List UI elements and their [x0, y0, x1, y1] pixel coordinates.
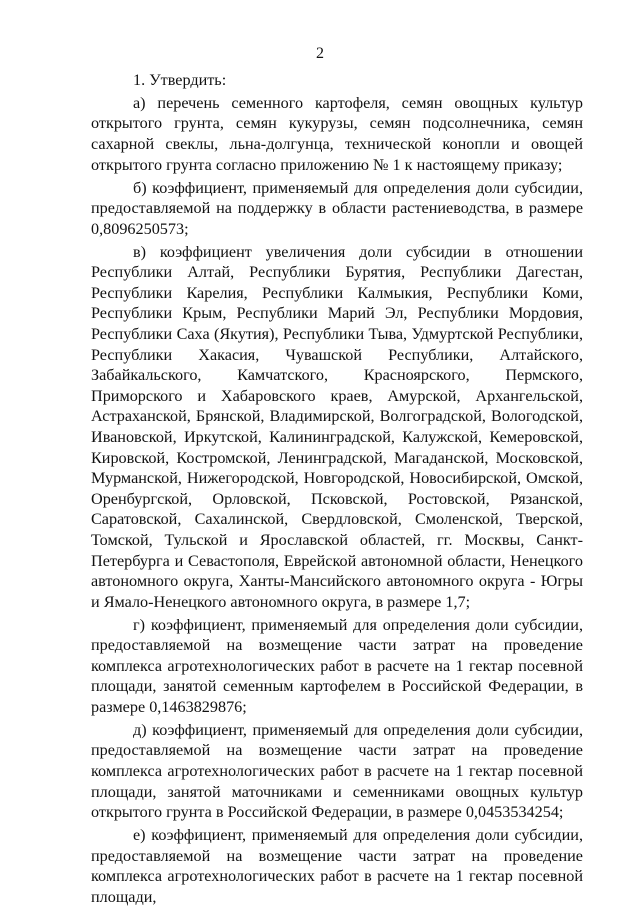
paragraph-item-d: д) коэффициент, применяемый для определения доли субсидии, предоставляемой на возмещение части затрат на проведение комплекса агротехнологических работ в расчете на 1 гектар посевной площади, занятой маточниками и семенниками овощных культур открытого грунта в Российской Федерации, в размере 0,0453534254; — [91, 720, 583, 822]
document-body — [91, 70, 583, 908]
paragraph-item-g: г) коэффициент, применяемый для определения доли субсидии, предоставляемой на возмещение части затрат на проведение комплекса агротехнологических работ в расчете на 1 гектар посевной площади, занятой семенным картофелем в Российской Федерации, в размере 0,1463829876; — [91, 615, 583, 716]
paragraph-item-e: е) коэффициент, применяемый для определения доли субсидии, предоставляемой на возмещение части затрат на проведение комплекса агротехнологических работ в расчете на 1 гектар посевной площади, — [91, 826, 583, 906]
paragraph-item-a: а) перечень семенного картофеля, семян овощных культур открытого грунта, семян кукурузы, семян подсолнечника, семян сахарной свеклы, льна-долгунца, технической конопли и овощей открытого грунта согласно приложению № 1 к настоящему приказу; — [91, 93, 583, 174]
paragraph-approve: 1. Утвердить: — [133, 71, 227, 89]
page-number: 2 — [316, 45, 324, 62]
paragraph-item-b: б) коэффициент, применяемый для определения доли субсидии, предоставляемой на поддержку в области растениеводства, в размере 0,8096250573; — [91, 178, 583, 238]
paragraph-item-v: в) коэффициент увеличения доли субсидии в отношении Республики Алтай, Республики Бурятия, Республики Дагестан, Республики Карелия, Республики Калмыкия, Республики Коми, Республики Крым, Республики Марий Эл, Республики Мордовия, Республики Саха (Якутия), Республики Тыва, Удмуртской Республики, Республики Хакасия, Чувашской Республики, Алтайского, Забайкальского, Камчатского, Красноярского, Пермского, Приморского и Хабаровского краев, Амурской, Архангельской, Астраханской, Брянской, Владимирской, Волгоградской, Вологодской, Ивановской, Иркутской, Калининградской, Калужской, Кемеровской, Кировской, Костромской, Ленинградской, Магаданской, Московской, Мурманской, Нижегородской, Новгородской, Новосибирской, Омской, Оренбургской, Орловской, Псковской, Ростовской, Рязанской, Саратовской, Сахалинской, Свердловской, Смоленской, Тверской, Томской, Тульской и Ярославской областей, гг. Москвы, Санкт-Петербурга и Севастополя, Еврейской автономной области, Ненецкого автономного округа, Ханты-Мансийского автономного округа - Югры и Ямало-Ненецкого автономного округа, в размере 1,7; — [91, 242, 583, 611]
